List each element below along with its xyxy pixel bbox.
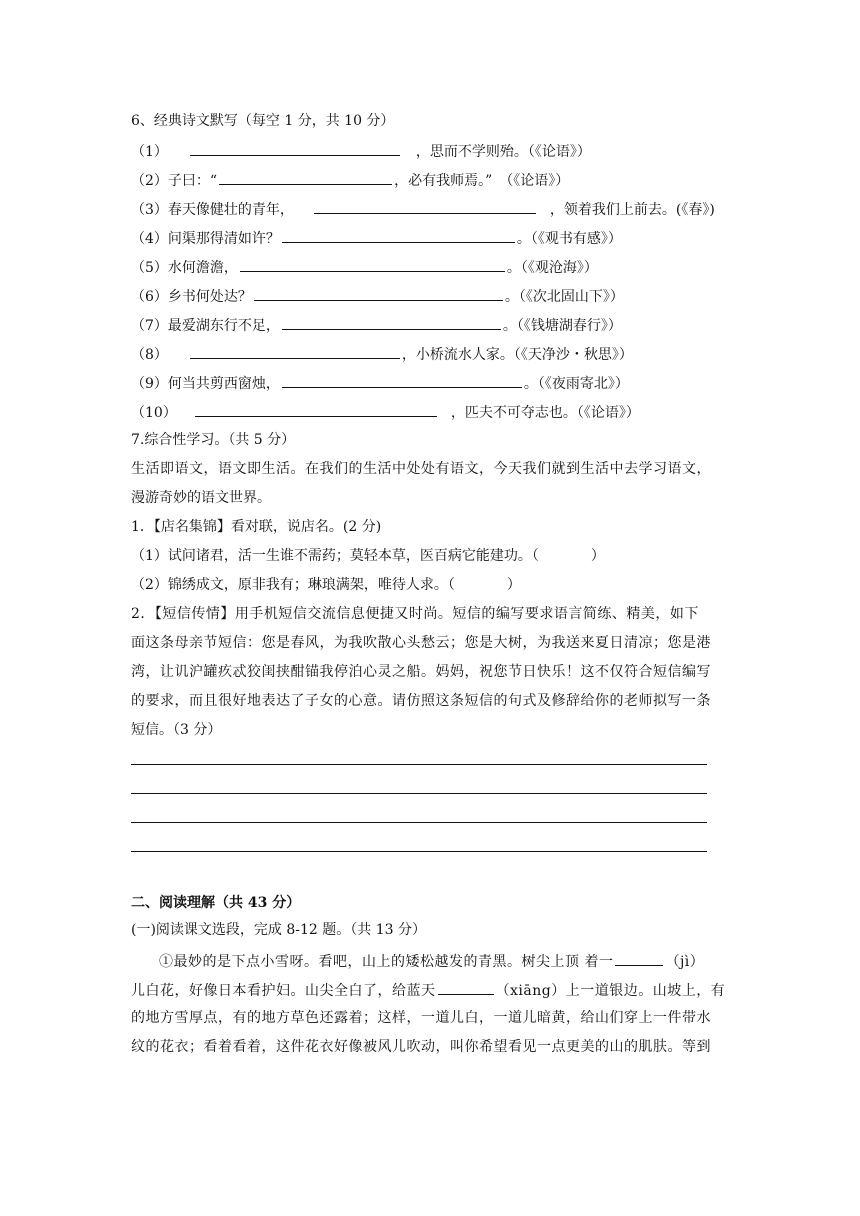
- q7-sub2-line-5: 短信。（3 分）: [131, 722, 222, 738]
- item-text-after: 。（《夜雨寄北》）: [523, 376, 629, 392]
- item-text-after: ，必有我师焉。” （《论语》）: [394, 173, 570, 189]
- q7-sub2-line-1: 2．【短信传情】用手机短信交流信息便捷又时尚。短信的编写要求语言简练、精美，如下: [131, 606, 699, 622]
- item-number: （2）: [131, 173, 168, 189]
- item-number: （4）: [131, 231, 168, 247]
- q7-intro-line-2: 漫游奇妙的语文世界。: [131, 490, 271, 506]
- item-number: （3）: [131, 202, 168, 218]
- pinyin-hint: （jì）: [665, 954, 705, 970]
- answer-blank[interactable]: [254, 285, 503, 301]
- item-number: （1）: [131, 144, 168, 160]
- couplet-text: （1）试问诸君，活一生谁不需药；莫轻本草，医百病它能建功。（: [131, 548, 539, 564]
- item-text-before: 何当共剪西窗烛，: [167, 376, 280, 392]
- pinyin-hint: （xiāng）上一道银边。山坡上，有: [495, 983, 726, 999]
- q6-item-9: [131, 372, 629, 394]
- passage-text: 儿白花，好像日本看护妇。山尖全白了，给蓝天: [131, 983, 436, 999]
- q6-item-2: [131, 169, 569, 191]
- answer-blank[interactable]: [314, 198, 536, 214]
- item-text-after: 。（《观沧海》）: [506, 260, 598, 276]
- q6-item-3: [131, 198, 715, 220]
- q6-item-10: [131, 401, 640, 423]
- answer-blank[interactable]: [282, 314, 501, 330]
- close-paren: ）: [590, 548, 605, 564]
- item-text-before: 乡书何处达？: [167, 289, 252, 305]
- item-number: （8）: [131, 347, 168, 363]
- q7-intro-line-1: 生活即语文，语文即生活。在我们的生活中处处有语文，今天我们就到生活中去学习语文，: [131, 461, 711, 477]
- item-text-before: 春天像健壮的青年，: [167, 202, 294, 218]
- answer-blank[interactable]: [282, 227, 515, 243]
- q6-item-4: [131, 227, 622, 249]
- item-text-before: 子曰：“: [167, 173, 218, 189]
- writing-line[interactable]: [131, 822, 707, 823]
- item-text-after: ，小桥流水人家。（《天净沙・秋思》）: [401, 347, 633, 363]
- answer-blank[interactable]: [282, 372, 522, 388]
- q6-heading: 6、经典诗文默写（每空 1 分，共 10 分）: [131, 113, 395, 129]
- couplet-text: （2）锦绣成文，原非我有；琳琅满架，唯待人求。（: [131, 577, 455, 593]
- item-text-after: ，思而不学则殆。（《论语》）: [415, 144, 591, 160]
- item-number: （9）: [131, 376, 168, 392]
- writing-line[interactable]: [131, 851, 707, 852]
- q6-item-5: [131, 256, 598, 278]
- q6-item-8: [131, 343, 633, 365]
- part2-heading: 二、阅读理解（共 43 分）: [131, 895, 301, 911]
- answer-blank[interactable]: [219, 169, 392, 185]
- item-text-before: 问渠那得清如许？: [167, 231, 280, 247]
- item-text-after: ，匹夫不可夺志也。（《论语》）: [450, 405, 640, 421]
- part2-subheading: (一)阅读课文选段，完成 8-12 题。（共 13 分）: [131, 922, 426, 938]
- item-number: （10）: [131, 405, 177, 421]
- q7-sub2-line-2: 面这条母亲节短信：您是春风，为我吹散心头愁云；您是大树，为我送来夏日清凉；您是港: [131, 635, 711, 651]
- q7-sub2-line-3: 湾，让讥沪罐疚忒狡闺挟酣锚我停泊心灵之船。妈妈，祝您节日快乐！这不仅符合短信编写: [131, 664, 711, 680]
- passage-line-1: [159, 950, 704, 972]
- item-number: （7）: [131, 318, 168, 334]
- q7-sub1-title: 1．【店名集锦】看对联，说店名。(2 分): [131, 519, 382, 535]
- item-text-after: 。（《次北固山下》）: [504, 289, 624, 305]
- item-text-before: 水何澹澹，: [167, 260, 238, 276]
- q7-sub1-item-2: [131, 575, 521, 595]
- passage-line-3: 的地方雪厚点，有的地方草色还露着；这样，一道儿白，一道儿暗黄，给山们穿上一件带水: [131, 1010, 711, 1026]
- answer-blank[interactable]: [195, 401, 437, 417]
- item-number: （5）: [131, 260, 168, 276]
- q7-heading: 7.综合性学习。（共 5 分）: [131, 432, 296, 448]
- item-number: （6）: [131, 289, 168, 305]
- q6-item-1: [131, 140, 591, 162]
- item-text-after: 。（《观书有感》）: [516, 231, 622, 247]
- close-paren: ）: [506, 577, 521, 593]
- q7-sub1-item-1: [131, 546, 605, 566]
- writing-line[interactable]: [131, 764, 707, 765]
- answer-blank[interactable]: [240, 256, 505, 272]
- q6-item-6: [131, 285, 624, 307]
- passage-text: ①最妙的是下点小雪呀。看吧，山上的矮松越发的青黑。树尖上顶 着一: [159, 954, 614, 970]
- q7-sub2-line-4: 的要求，而且很好地表达了子女的心意。请仿照这条短信的句式及修辞给你的老师拟写一条: [131, 693, 711, 709]
- passage-line-4: 纹的花衣；看着看着，这件花衣好像被风儿吹动，叫你希望看见一点更美的山的肌肤。等到: [131, 1039, 711, 1055]
- pinyin-blank[interactable]: [615, 950, 663, 966]
- writing-line[interactable]: [131, 793, 707, 794]
- item-text-after: ，领着我们上前去。(《春》): [549, 202, 715, 218]
- item-text-before: 最爱湖东行不足，: [167, 318, 280, 334]
- item-text-after: 。（《钱塘湖春行》）: [502, 318, 622, 334]
- passage-line-2: [131, 979, 725, 1001]
- answer-blank[interactable]: [190, 343, 400, 359]
- q6-item-7: [131, 314, 622, 336]
- answer-blank[interactable]: [190, 140, 400, 156]
- pinyin-blank[interactable]: [438, 979, 494, 995]
